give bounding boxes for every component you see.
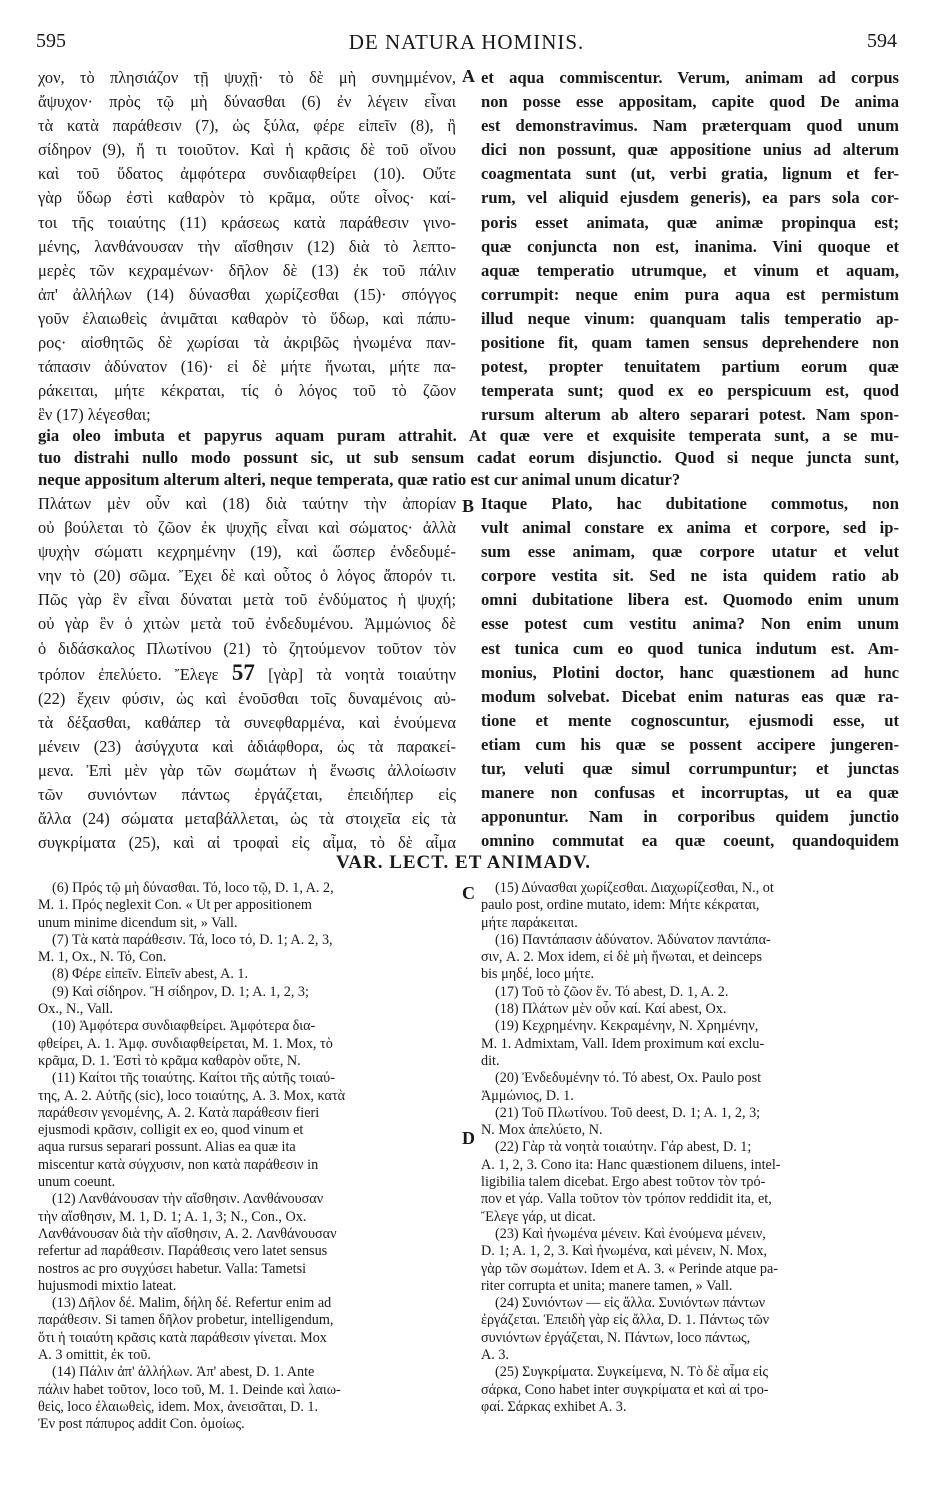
latin-top-line: et aqua commiscentur. Verum, animam ad corpus	[481, 68, 899, 87]
note-line: (17) Τοῦ τὸ ζῶον ἕν. Τό abest, D. 1, A. 2.	[495, 983, 729, 1000]
note-line: N. Mox ἀπελύετο, N.	[481, 1122, 603, 1139]
note-line: (16) Παντάπασιν ἀδύνατον. Ἀδύνατον παντάπα-	[495, 931, 771, 948]
latin-top-line: corrumpit: neque enim pura aqua est permistum	[481, 284, 899, 304]
latin-top-line: est demonstravimus. Nam præterquam quod unum	[481, 116, 899, 136]
greek-top-line: καὶ τοῦ ὕδατος ἀμφότερα συνδιαφθείρει (10). Οὔτε	[38, 164, 456, 184]
latin-top-line: dici non possunt, quæ appositione unius ad alterum	[481, 140, 899, 160]
note-line: (10) Ἀμφότερα συνδιαφθείρει. Ἀμφότερα δια-	[52, 1018, 316, 1035]
greek-mid-line: νην τὸ (20) σῶμα. Ἔχει δὲ καὶ οὗτος ὁ λόγος ἄπορόν τι.	[38, 566, 456, 586]
note-line: μήτε παράκειται.	[481, 914, 578, 931]
greek-top-line: τὰ κατὰ παράθεσιν (7), ὡς ξύλα, φέρε εἰπεῖν (8), ἢ	[38, 116, 456, 136]
note-line: dit.	[481, 1052, 500, 1069]
greek-mid-line: (22) ἔχειν φύσιν, ὡς καὶ ἑνοῦσθαι τοῖς δυναμένοις αὐ-	[38, 688, 456, 708]
latin-top-line: aquæ temperatio utrumque, et vinum et aquam,	[481, 260, 899, 280]
note-line: nostros ac pro συγχύσει habetur. Valla: Tametsi	[38, 1260, 307, 1277]
margin-marker-b: B	[462, 496, 475, 516]
latin-mid-line: est tunica cum eo quod tunica indutum est. Am-	[481, 638, 899, 658]
latin-mid-line: omnino commutat ea quæ coeunt, quandoquidem	[481, 831, 899, 851]
greek-mid-line: Πλάτων μὲν οὖν καὶ (18) διὰ ταύτην τὴν ἀπορίαν	[38, 494, 456, 513]
note-line: paulo post, ordine mutato, idem: Μήτε κέκραται,	[481, 897, 760, 914]
latin-mid-line: tur, veluti quæ simul corrumpuntur; et junctas	[481, 759, 899, 779]
note-line: unum minime dicendum sit, » Vall.	[38, 914, 238, 931]
note-line: (9) Καὶ σίδηρον. Ἢ σίδηρον, D. 1; A. 1, 2, 3;	[52, 983, 309, 1000]
note-line: (6) Πρός τῷ μὴ δύνασθαι. Τό, loco τῷ, D. 1, A. 2,	[52, 880, 334, 896]
note-line: ligibilia talem dicebat. Ergo abest τοῦτον τὸν τρό-	[481, 1174, 766, 1191]
note-line: κρᾶμα, D. 1. Ἐστὶ τὸ κρᾶμα καθαρὸν οὔτε, N.	[38, 1052, 301, 1069]
latin-full-line: gia oleo imbuta et papyrus aquam puram attrahit. At quæ vere et exquisite temperata sunt, a se mu-	[38, 426, 899, 445]
note-line: Ἔλεγε γάρ, ut dicat.	[481, 1208, 596, 1225]
greek-top-line: μερὲς τῶν κεχραμένων· δῆλον δὲ (13) ἐκ τοῦ πάλιν	[38, 260, 456, 280]
note-line: aqua rursus separari possunt. Alias ea quæ ita	[38, 1139, 296, 1156]
note-line: ἐργάζεται. Ἐπειδὴ γὰρ εἰς ἄλλα, D. 1. Πάντως τῶν	[481, 1312, 770, 1329]
note-line: (21) Τοῦ Πλωτίνου. Τοῦ deest, D. 1; A. 1, 2, 3;	[495, 1104, 761, 1121]
note-line: ὅτι ἡ τοιαύτη κρᾶσις κατὰ παράθεσιν γίνεται. Mox	[38, 1329, 327, 1346]
margin-marker-d: D	[462, 1128, 475, 1148]
note-line: της, A. 2. Αὐτῆς (sic), loco τοιαύτης, A. 3. Mox, κατὰ	[38, 1087, 346, 1104]
variant-readings-heading: VAR. LECT. ET ANIMADV.	[336, 852, 591, 873]
running-header	[28, 30, 905, 58]
latin-mid-line: omni dubitatione libera est. Quomodo enim unum	[481, 590, 899, 610]
note-line: riter corrupta et unita; manere tamen, » Vall.	[481, 1277, 733, 1294]
note-line: (20) Ἐνδεδυμένην τό. Τό abest, Ox. Paulo post	[495, 1070, 762, 1087]
note-line: Ox., N., Vall.	[38, 1001, 114, 1018]
latin-top-line: coagmentata sunt (ut, verbi gratia, lignum et fer-	[481, 164, 899, 184]
note-line: τὴν αἴσθησιν, M. 1, D. 1; A. 1, 3; N., Con., Ox.	[38, 1208, 307, 1225]
greek-mid-line: τῶν συνιόντων πάντως ἐργάζεται, ἐπειδήπερ εἰς	[38, 785, 456, 805]
note-line: refertur ad παράθεσιν. Παράθεσις vero latet sensus	[38, 1243, 328, 1260]
page-number-left: 595	[36, 30, 66, 52]
latin-mid-line: esse potest cum vestitu anima? Non enim unum	[481, 614, 899, 634]
margin-marker-a: A	[462, 66, 475, 86]
greek-mid-line: ψυχὴν σώματι κεχρημένην (19), καὶ ὥσπερ ἐνδεδυμέ-	[38, 542, 456, 562]
latin-top-line: rursum alterum ab altero separari potest. Nam spon-	[481, 405, 899, 425]
latin-mid-line: sum esse animam, quæ corpore utatur et velut	[481, 542, 899, 562]
note-line: (24) Συνιόντων — εἰς ἄλλα. Συνιόντων πάντων	[495, 1295, 766, 1312]
greek-top-line: γοῦν ἐλαιωθεὶς ἀνιμᾶται καθαρὸν τὸ ὕδωρ, καὶ πάπυ-	[38, 308, 456, 328]
latin-mid-line: monius, Plotini doctor, hanc quæstionem ad hunc	[481, 662, 899, 682]
note-line: (12) Λανθάνουσαν τὴν αἴσθησιν. Λανθάνουσαν	[52, 1191, 324, 1208]
greek-top-line: ἀπ' ἀλλήλων (14) δύνασθαι χωρίζεσθαι (15)· σπόγγος	[38, 284, 456, 304]
note-line: (13) Δῆλον δέ. Malim, δήλη δέ. Refertur enim ad	[52, 1295, 332, 1312]
greek-mid-line: μενα. Ἐπὶ μὲν γὰρ τῶν σωμάτων ἡ ἕνωσις ἀλλοίωσιν	[38, 761, 456, 781]
note-line: M. 1. Admixtam, Vall. Idem proximum καί exclu-	[481, 1035, 765, 1052]
latin-text-top	[481, 66, 899, 427]
latin-mid-line: apponuntur. Nam in corporibus quidem junctio	[481, 807, 899, 827]
latin-mid-line: vult animal constare ex anima et corpore, sed ip-	[481, 518, 899, 538]
running-title: DE NATURA HOMINIS.	[348, 30, 585, 54]
note-line: παράθεσιν. Si tamen δῆλον probetur, intelligendum,	[38, 1312, 334, 1329]
note-line: (15) Δύνασθαι χωρίζεσθαι. Διαχωρίζεσθαι, N., ot	[495, 880, 774, 896]
latin-top-line: rum, vel aliquid ejusdem generis), ea pars sola cor-	[481, 188, 899, 208]
note-line: συνιόντων ἐργάζεται, N. Πάντων, loco πάντως,	[481, 1329, 751, 1346]
note-line: Ἀμμώνιος, D. 1.	[481, 1087, 574, 1104]
note-line: (7) Τὰ κατὰ παράθεσιν. Τά, loco τό, D. 1; A. 2, 3,	[52, 931, 333, 948]
greek-mid-line: τὰ δέξασθαι, καθάπερ τὰ συνεφθαρμένα, καὶ ἑνούμενα	[38, 712, 456, 732]
note-line: (8) Φέρε εἰπεῖν. Εἰπεῖν abest, A. 1.	[52, 966, 249, 983]
greek-top-line: χον, τὸ πλησιάζον τῇ ψυχῇ· τὸ δὲ μὴ συνημμένον,	[38, 68, 456, 87]
latin-top-line: positione fit, quam tamen sensus deprehendere non	[481, 333, 899, 353]
note-line: φθείρει, A. 1. Ἀμφ. συνδιαφθείρεται, M. 1. Mox, τὸ	[38, 1035, 333, 1052]
greek-mid-line: οὐ γὰρ ἓν ὁ χιτὼν μετὰ τοῦ ἐνδεδυμένου. Ἀμμώνιος δὲ	[38, 614, 456, 634]
note-line: (14) Πάλιν ἀπ' ἀλλήλων. Ἀπ' abest, D. 1. Ante	[52, 1364, 315, 1381]
greek-top-line: ἄψυχον· πρὸς τῷ μὴ δύνασθαι (6) ἐν λέγειν εἶναι	[38, 92, 456, 112]
latin-top-line: poris esset animata, quæ animæ propinqua est;	[481, 212, 899, 232]
note-line: bis μηδέ, loco μήτε.	[481, 966, 595, 983]
latin-top-line: temperata sunt; quod ex eo perspicuum est, quod	[481, 381, 899, 401]
greek-mid-line: συγκρίματα (25), καὶ αἱ τροφαὶ εἰς αἷμα, τὸ δὲ αἷμα	[38, 833, 456, 853]
note-line: θεὶς, loco ἐλαιωθεὶς, idem. Mox, ἀνεισᾶται, D. 1.	[38, 1398, 319, 1415]
note-line: hujusmodi mixtio lateat.	[38, 1277, 177, 1294]
note-line: (25) Συγκρίματα. Συγκείμενα, N. Τὸ δὲ αἷμα εἰς	[495, 1364, 769, 1381]
page-number-right: 594	[867, 30, 897, 52]
latin-full-line: tuo distrahi nullo modo possunt sic, ut sub sensum cadat eorum disjunctio. Quod si neque juncta sunt,	[38, 448, 899, 467]
latin-mid-line: corpore vestita sit. Sed ne ista quidem ratio ab	[481, 566, 899, 586]
latin-mid-line: modum solvebat. Dicebat enim naturas eas quæ ra-	[481, 686, 899, 706]
margin-marker-c: C	[462, 883, 475, 903]
latin-top-line: quæ conjuncta non est, inanima. Vini quoque et	[481, 236, 899, 256]
note-line: παράθεσιν γενομένης, A. 2. Κατὰ παράθεσιν fieri	[38, 1104, 320, 1121]
greek-mid-line: Πῶς γὰρ ἓν εἶναι δύναται μετὰ τοῦ ἐνδύματος ἡ ψυχή;	[38, 590, 456, 610]
latin-text-middle	[481, 492, 899, 853]
note-line: σάρκα, Cono habet inter συγκρίματα et καὶ αἱ τρο-	[481, 1381, 769, 1398]
greek-text-middle	[38, 492, 456, 855]
note-line: (19) Κεχρημένην. Κεκραμένην, N. Χρημένην,	[495, 1018, 759, 1035]
greek-top-line: σίδηρον (9), ἤ τι τοιοῦτον. Καὶ ἡ κρᾶσις δὲ τοῦ οἴνου	[38, 140, 456, 160]
latin-mid-line: tione et mente cognoscuntur, ejusmodi esse, ut	[481, 710, 899, 730]
note-line: Ἐν post πάπυρος addit Con. ὁμοίως.	[38, 1416, 245, 1433]
greek-top-line: τάπασιν ἀδύνατον (16)· εἰ δὲ μήτε ἥνωται, μήτε πα-	[38, 357, 456, 377]
latin-top-line: non posse esse appositam, capite quod De anima	[481, 92, 899, 112]
note-line: A. 3.	[481, 1347, 509, 1364]
latin-mid-line: etiam cum his quæ se possent accipere jungeren-	[481, 734, 899, 754]
note-line: Λανθάνουσαν διὰ τὴν αἴσθησιν, A. 2. Λανθάνουσαν	[38, 1225, 337, 1242]
note-line: σιν, A. 2. Mox idem, εἰ δὲ μὴ ἥνωται, et deinceps	[481, 949, 763, 966]
greek-top-line: ἓν (17) λέγεσθαι;	[38, 405, 151, 425]
greek-top-line: γὰρ ὕδωρ ἐστὶ καθαρὸν τὸ κρᾶμα, οὔτε οἶνος· καί-	[38, 188, 456, 208]
greek-mid-line: ἄλλα (24) σώματα μεταβάλλεται, ὡς τὰ στοιχεῖα εἰς τὰ	[38, 809, 456, 829]
notes-right-column	[481, 880, 899, 1416]
greek-mid-line: οὐ βούλεται τὸ ζῶον ἐκ ψυχῆς εἶναι καὶ σώματος· ἀλλὰ	[38, 518, 456, 538]
note-line: πάλιν habet τοῦτον, loco τοῦ, M. 1. Deinde καὶ λαιω-	[38, 1381, 341, 1398]
note-line: M. 1, Ox., N. Τό, Con.	[38, 949, 167, 966]
greek-top-line: ράκειται, μήτε κέκραται, τίς ὁ λόγος τοῦ τὸ ζῶον	[38, 381, 456, 401]
inline-page-number: 57	[231, 660, 255, 685]
note-line: M. 1. Πρός neglexit Con. « Ut per appositionem	[38, 897, 312, 914]
latin-text-full-width	[38, 425, 899, 491]
note-line: unum coeunt.	[38, 1174, 116, 1191]
greek-top-line: τοι τῆς τοιαύτης (11) κράσεως κατὰ παράθεσιν γινο-	[38, 212, 456, 232]
note-line: A. 1, 2, 3. Cono ita: Hanc quæstionem diluens, intel-	[481, 1156, 781, 1173]
note-line: πον et γάρ. Valla τοῦτον τὸν τρόπον reddidit ita, et,	[481, 1191, 772, 1208]
note-line: φαί. Σάρκας exhibet A. 3.	[481, 1398, 627, 1415]
notes-left-column	[38, 880, 456, 1434]
note-line: miscentur κατὰ σύγχυσιν, non κατὰ παράθεσιν in	[38, 1156, 319, 1173]
note-line: γὰρ τῶν σωμάτων. Idem et A. 3. « Perinde atque pa-	[481, 1260, 779, 1277]
latin-full-line: neque appositum alterum alteri, neque temperata, quæ ratio est cur animal unum dicatur?	[38, 470, 681, 489]
note-line: (22) Γὰρ τὰ νοητὰ τοιαύτην. Γάρ abest, D. 1;	[495, 1139, 752, 1156]
latin-mid-line: Itaque Plato, hac dubitatione commotus, non	[481, 494, 899, 513]
note-line: (23) Καὶ ἡνωμένα μένειν. Καὶ ἑνούμενα μένειν,	[495, 1225, 766, 1242]
greek-top-line: μένης, λανθάνουσαν τὴν αἴσθησιν (12) διὰ τὸ λεπτο-	[38, 236, 456, 256]
note-line: D. 1; A. 1, 2, 3. Καὶ ἡνωμένα, καὶ μένειν, N. Mox,	[481, 1243, 768, 1260]
greek-top-line: ρος· αἰσθητῶς δὲ χωρίσαι τὰ ἀκριβῶς ἡνωμένα παν-	[38, 333, 456, 353]
latin-top-line: illud neque vinum: quanquam talis temperatio ap-	[481, 308, 899, 328]
note-line: (18) Πλάτων μὲν οὖν καί. Καί abest, Ox.	[495, 1001, 727, 1018]
greek-text-top	[38, 66, 456, 427]
note-line: A. 3 omittit, ἐκ τοῦ.	[38, 1347, 151, 1364]
greek-mid-line: ὁ διδάσκαλος Πλωτίνου (21) τὸ ζητούμενον τοῦτον τὸν	[38, 638, 456, 658]
greek-mid-line: τρόπον ἐπελύετο. Ἔλεγε 57 [γὰρ] τὰ νοητὰ τοιαύτην	[38, 660, 456, 685]
note-line: (11) Καίτοι τῆς τοιαύτης. Καίτοι τῆς αὐτῆς τοιαύ-	[52, 1070, 335, 1087]
latin-top-line: potest, propter tenuitatem partium eorum quæ	[481, 357, 899, 377]
greek-mid-line: μένειν (23) ἀσύγχυτα καὶ ἀδιάφθορα, ὡς τὰ παρακεί-	[38, 736, 456, 756]
note-line: ejusmodi κρᾶσιν, colligit ex eo, quod vinum et	[38, 1122, 304, 1139]
latin-mid-line: manere non confusas et incorruptas, ut ea quæ	[481, 783, 899, 803]
